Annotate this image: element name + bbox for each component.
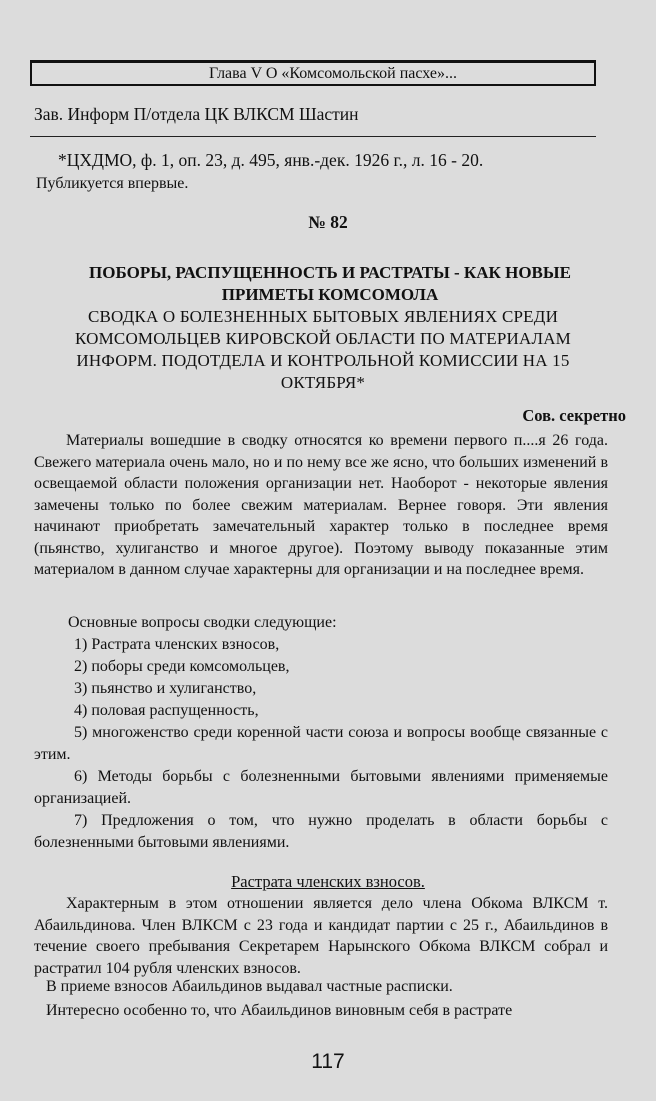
- list-item: 6) Методы борьбы с болезненными бытовыми явлениями применяемые организацией.: [34, 768, 608, 807]
- document-title: ПОБОРЫ, РАСПУЩЕННОСТЬ И РАСТРАТЫ - КАК НОВЫЕ ПРИМЕТЫ КОМСОМОЛА: [89, 263, 571, 304]
- list-item: 2) поборы среди комсомольцев,: [74, 658, 290, 675]
- paragraph-case: Характерным в этом отношении является дело члена Обкома ВЛКСМ т. Абаильдинова. Член ВЛКСМ с 23 года и кандидат партии с 25 г., Абаильдинов в течение своего пребывания Секретарем Нарынского Обкома ВЛКСМ собрал и растратил 104 рубля членских взносов.: [34, 895, 608, 977]
- list-item: 7) Предложения о том, что нужно проделать в области борьбы с болезненными бытовыми явлениями.: [34, 812, 608, 851]
- document-subtitle: СВОДКА О БОЛЕЗНЕННЫХ БЫТОВЫХ ЯВЛЕНИЯХ СРЕДИ КОМСОМОЛЬЦЕВ КИРОВСКОЙ ОБЛАСТИ ПО МАТЕРИАЛАМ ИНФОРМ. ПОДОТДЕЛА И КОНТРОЛЬНОЙ КОМИССИИ НА 15 ОКТЯБРЯ*: [75, 307, 571, 392]
- section-title: Растрата членских взносов.: [231, 872, 425, 891]
- footnote-published: Публикуется впервые.: [36, 175, 189, 192]
- list-item: 1) Растрата членских взносов,: [74, 636, 280, 653]
- paragraph-intro: Материалы вошедшие в сводку относятся ко времени первого п....я 26 года. Свежего материала очень мало, но и по нему все же ясно, что больших изменений в освещаемой области положения организации нет. Наоборот - некоторые явления замечены только по более свежим материалам. Вернее говоря. Эти явления начинают приобретать замечательный характер только в последнее время (пьянство, хулиганство и многое другое). Поэтому выводу показанные этим материалом в данном случае характерны для организации и на последнее время.: [34, 432, 608, 578]
- questions-list: [34, 634, 608, 854]
- footnote-divider: [30, 136, 596, 137]
- author-line: Зав. Информ П/отдела ЦК ВЛКСМ Шастин: [34, 104, 359, 124]
- list-item: 3) пьянство и хулиганство,: [74, 680, 257, 697]
- classification-label: Сов. секретно: [522, 406, 626, 425]
- page-number: 117: [311, 1050, 345, 1073]
- paragraph-receipts: В приеме взносов Абаильдинов выдавал частные расписки.: [46, 978, 453, 995]
- document-number: № 82: [308, 212, 348, 232]
- paragraph-continued: Интересно особенно то, что Абаильдинов виновным себя в растрате: [46, 1002, 513, 1019]
- paragraph-questions: Основные вопросы сводки следующие:: [68, 614, 337, 631]
- list-item: 4) половая распущенность,: [74, 702, 259, 719]
- chapter-header: Глава V О «Комсомольской пасхе»...: [30, 60, 596, 86]
- footnote-source: *ЦХДМО, ф. 1, оп. 23, д. 495, янв.-дек. 1926 г., л. 16 - 20.: [58, 150, 484, 170]
- list-item: 5) многоженство среди коренной части союза и вопросы вообще связанные с этим.: [34, 724, 608, 763]
